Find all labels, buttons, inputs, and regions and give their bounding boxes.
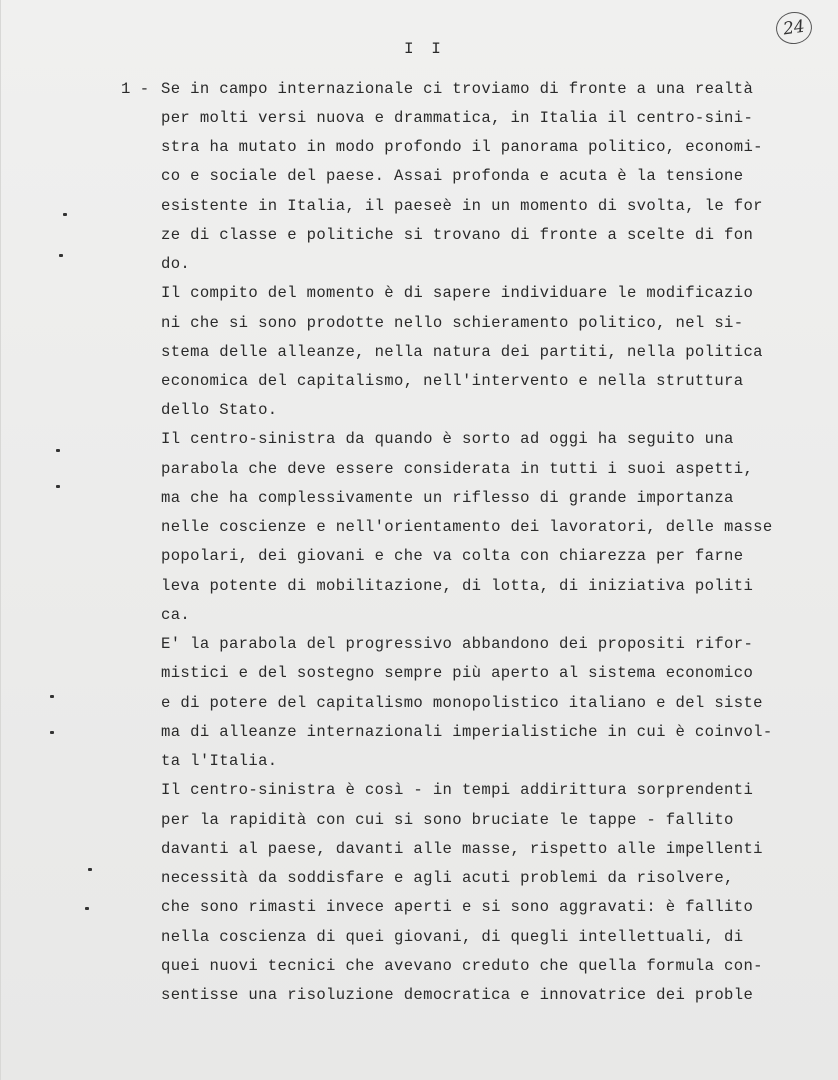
text-line: popolari, dei giovani e che va colta con chiarezza per farne xyxy=(161,547,744,565)
text-line: ma di alleanze internazionali imperialistiche in cui è coinvol- xyxy=(161,723,773,741)
text-line: per la rapidità con cui si sono bruciate le tappe - fallito xyxy=(161,811,734,829)
text-line: ta l'Italia. xyxy=(161,752,278,770)
margin-mark xyxy=(50,731,54,734)
text-line: quei nuovi tecnici che avevano creduto che quella formula con- xyxy=(161,957,763,975)
text-line: stra ha mutato in modo profondo il panorama politico, economi- xyxy=(161,138,763,156)
text-line: co e sociale del paese. Assai profonda e acuta è la tensione xyxy=(161,167,744,185)
text-line: Il centro-sinistra è così - in tempi addirittura sorprendenti xyxy=(161,781,754,799)
text-line: davanti al paese, davanti alle masse, rispetto alle impellenti xyxy=(161,840,763,858)
margin-mark xyxy=(59,254,63,257)
paragraph-marker: 1 - xyxy=(121,80,150,98)
text-line: do. xyxy=(161,255,191,273)
margin-mark xyxy=(56,449,60,452)
text-line: e di potere del capitalismo monopolistico italiano e del siste xyxy=(161,694,763,712)
margin-mark xyxy=(88,868,92,871)
text-line: necessità da soddisfare e agli acuti problemi da risolvere, xyxy=(161,869,734,887)
page-number-circle xyxy=(774,10,814,47)
margin-mark xyxy=(50,695,54,698)
text-line: parabola che deve essere considerata in tutti i suoi aspetti, xyxy=(161,460,754,478)
text-line: Il centro-sinistra da quando è sorto ad oggi ha seguito una xyxy=(161,430,734,448)
text-line: Il compito del momento è di sapere individuare le modificazio xyxy=(161,284,754,302)
text-line: ze di classe e politiche si trovano di fronte a scelte di fon xyxy=(161,226,754,244)
text-line: ni che si sono prodotte nello schieramento politico, nel si- xyxy=(161,314,744,332)
text-line: mistici e del sostegno sempre più aperto al sistema economico xyxy=(161,664,754,682)
text-line: E' la parabola del progressivo abbandono dei propositi rifor- xyxy=(161,635,754,653)
text-line: ma che ha complessivamente un riflesso di grande importanza xyxy=(161,489,734,507)
text-line: stema delle alleanze, nella natura dei partiti, nella politica xyxy=(161,343,763,361)
text-line: nella coscienza di quei giovani, di quegli intellettuali, di xyxy=(161,928,744,946)
text-line: economica del capitalismo, nell'intervento e nella struttura xyxy=(161,372,744,390)
text-line: dello Stato. xyxy=(161,401,278,419)
text-line: ca. xyxy=(161,606,191,624)
margin-mark xyxy=(56,485,60,488)
margin-mark xyxy=(85,907,89,910)
page-number: 24 xyxy=(781,16,807,40)
text-line: nelle coscienze e nell'orientamento dei lavoratori, delle masse xyxy=(161,518,773,536)
text-line: esistente in Italia, il paeseè in un momento di svolta, le for xyxy=(161,197,763,215)
text-line: Se in campo internazionale ci troviamo di fronte a una realtà xyxy=(161,80,754,98)
text-line: leva potente di mobilitazione, di lotta, di iniziativa politi xyxy=(161,577,754,595)
margin-mark xyxy=(63,213,67,216)
text-line: sentisse una risoluzione democratica e innovatrice dei proble xyxy=(161,986,754,1004)
section-heading: I I xyxy=(404,40,445,58)
text-line: che sono rimasti invece aperti e si sono aggravati: è fallito xyxy=(161,898,754,916)
text-line: per molti versi nuova e drammatica, in Italia il centro-sini- xyxy=(161,109,754,127)
